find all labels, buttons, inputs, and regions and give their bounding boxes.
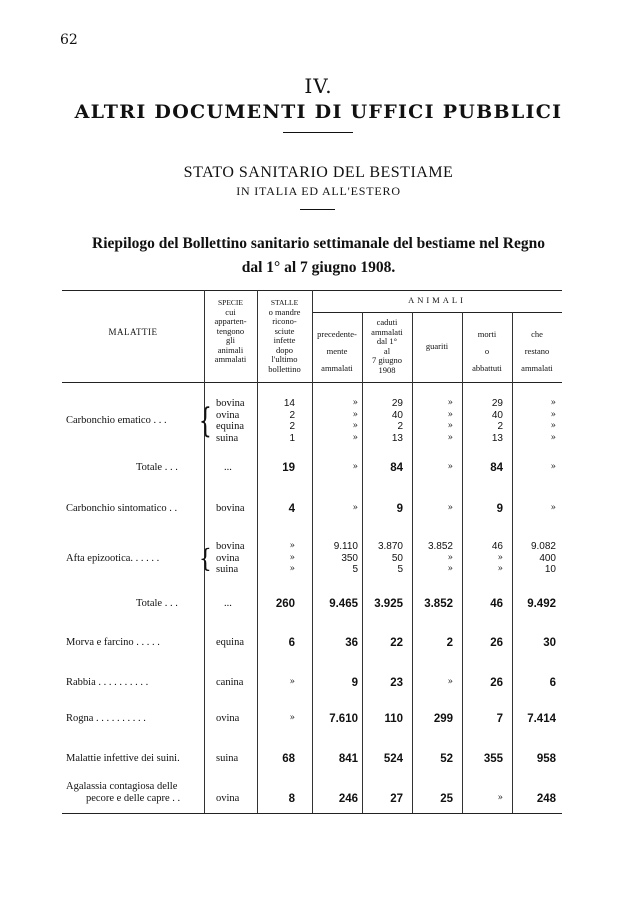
cell-guariti: » [447,421,453,431]
cell-guariti: » [447,677,453,687]
cell-prec: » [352,421,358,431]
cell-morti: 84 [490,462,503,474]
header-line: infette [273,335,296,345]
cell-restano: 7.414 [527,713,556,725]
header-line: al [383,345,391,356]
cell-stalle: 4 [288,503,295,515]
cell-prec: » [352,409,358,420]
cell-restano: 9.492 [527,598,556,610]
header-line: o [484,346,490,356]
header-line: caduti [376,317,398,327]
cell-restano: » [550,398,556,408]
cell-stalle: 19 [282,462,295,474]
document-subtitle: IN ITALIA ED ALL'ESTERO [236,184,401,198]
cell-restano: 6 [549,677,556,689]
cell-prec: 9 [351,677,358,689]
cell-morti: » [497,552,503,563]
species-cell: equina [216,421,244,432]
species-cell: canina [216,677,244,688]
cell-guariti: » [447,398,453,408]
header-line: sciute [274,325,295,336]
cell-prec: 9.110 [333,541,358,552]
cell-caduti: 13 [391,432,403,444]
cell-restano: 400 [539,552,556,564]
header-line: ammalati [321,363,353,373]
species-cell: suina [216,753,239,764]
cell-stalle: 14 [283,398,295,409]
cell-caduti: 27 [390,793,403,805]
table-caption-line2: dal 1° al 7 giugno 1908. [241,259,396,276]
header-line: ricono- [272,316,297,326]
cell-restano: 30 [543,637,556,649]
cell-stalle: 8 [288,793,295,805]
section-title: ALTRI DOCUMENTI DI UFFICI PUBBLICI [74,101,563,123]
cell-stalle: » [289,564,295,574]
chapter-number: IV. [304,74,333,98]
header-line: morti [477,329,497,339]
cell-guariti: 25 [440,793,453,805]
cell-stalle: 68 [282,753,295,765]
cell-stalle: 2 [289,409,295,421]
species-cell: bovina [216,503,245,514]
cell-caduti: 84 [390,462,403,474]
species-cell: bovina [216,541,245,552]
row-label: Afta epizootica. . . . . . [66,552,160,564]
cell-restano: » [550,432,556,443]
cell-guariti: » [447,409,453,420]
cell-prec: 5 [352,564,358,575]
cell-guariti: 52 [440,753,453,765]
cell-caduti: 9 [396,503,403,515]
cell-morti: 7 [496,713,503,725]
cell-caduti: 29 [391,398,403,409]
cell-morti: » [497,564,503,574]
header-line: l'ultimo [271,354,298,364]
cell-stalle: » [289,713,295,723]
cell-stalle: » [289,541,295,551]
cell-restano: 10 [544,564,556,575]
cell-prec: 350 [341,552,358,564]
table-caption-line1: Riepilogo del Bollettino sanitario settimanale del bestiame nel Regno [92,235,545,252]
cell-prec: 841 [338,753,358,765]
header-morti [462,326,512,377]
header-line: gli [226,335,235,345]
cell-guariti: » [447,432,453,443]
row-label: Totale . . . [136,462,178,473]
cell-stalle: » [289,552,295,563]
cell-morti: 13 [491,432,503,444]
cell-caduti: 3.870 [377,541,403,552]
header-line: abbattuti [472,363,502,373]
subtitle-rule [300,209,335,210]
cell-guariti: 2 [446,637,453,649]
row-label: Malattie infettive dei suini. [66,753,180,764]
species-cell: ... [224,598,232,609]
header-line: ammalati [521,363,553,373]
title-rule [283,132,353,133]
cell-morti: 26 [490,677,503,689]
animali-rule [312,312,562,313]
header-line: mente [326,346,348,356]
cell-prec: » [352,503,358,513]
row-label: Morva e farcino . . . . . [66,637,160,648]
header-line: STALLE [270,298,299,307]
header-line: apparten- [214,316,247,326]
cell-prec: 246 [338,793,358,805]
species-cell: ovina [216,552,240,564]
cell-morti: 40 [491,409,503,421]
cell-restano: 958 [536,753,556,765]
row-label: Carbonchio ematico . . . [66,415,167,427]
cell-stalle: 2 [289,421,295,432]
header-line: bollettino [268,363,301,374]
cell-morti: 46 [490,598,503,610]
cell-caduti: 2 [397,421,403,432]
species-cell: ... [224,462,232,473]
species-cell: suina [216,432,239,444]
header-animali: ANIMALI [408,295,466,305]
cell-morti: 46 [491,541,503,552]
header-line: ammalati [371,326,403,337]
cell-caduti: 22 [390,637,403,649]
cell-stalle: 1 [289,432,295,444]
header-line: dopo [276,344,293,355]
header-stalle [257,298,312,374]
species-cell: equina [216,637,244,648]
cell-guariti: » [447,462,453,472]
cell-prec: 36 [345,637,358,649]
header-malattie: MALATTIE [108,327,158,337]
row-label: Carbonchio sintomatico . . [66,503,178,514]
cell-guariti: » [447,503,453,513]
header-caduti [362,318,412,375]
cell-morti: 26 [490,637,503,649]
cell-restano: » [550,503,556,513]
header-line: SPECIE [217,298,243,307]
header-line: dal 1° [376,336,398,346]
cell-morti: 355 [483,753,503,765]
header-line: o mandre [268,306,301,317]
header-line: che [531,329,543,339]
cell-guariti: 299 [433,713,453,725]
header-restano [512,326,562,377]
cell-restano: 9.082 [530,541,556,552]
brace-icon: { [199,542,212,573]
cell-morti: 2 [497,421,503,432]
header-line: cui [225,306,236,317]
col-divider [462,312,463,813]
cell-restano: » [550,409,556,420]
header-line: 1908 [378,364,396,375]
header-precedentemente [312,326,362,377]
row-label: Rabbia . . . . . . . . . . [66,677,149,688]
cell-caduti: 40 [391,409,403,421]
brace-icon: { [199,400,212,441]
species-cell: ovina [216,713,240,724]
cell-stalle: 260 [275,598,295,610]
header-line: animali [217,344,244,355]
cell-prec: » [352,432,358,443]
cell-restano: » [550,421,556,431]
cell-guariti: » [447,564,453,574]
cell-caduti: 5 [397,564,403,575]
cell-morti: » [497,793,503,803]
table-caption [0,232,637,280]
species-cell: ovina [216,409,240,421]
cell-morti: 9 [496,503,503,515]
cell-guariti: » [447,552,453,563]
table-bottom-rule [62,813,562,814]
header-line: 7 giugno [372,355,402,365]
row-label: pecore e delle capre . . [86,793,181,804]
cell-restano: 248 [536,793,556,805]
cell-restano: » [550,462,556,472]
row-label: Totale . . . [136,598,178,609]
cell-prec: » [352,398,358,408]
header-line: tengono [216,325,245,336]
cell-prec: 7.610 [329,713,358,725]
cell-caduti: 3.925 [374,598,403,610]
cell-guariti: 3.852 [427,541,453,552]
cell-stalle: » [289,677,295,687]
cell-guariti: 3.852 [424,598,453,610]
document-title: STATO SANITARIO DEL BESTIAME [183,164,454,181]
cell-caduti: 110 [384,713,403,725]
species-cell: ovina [216,793,240,804]
species-cell: bovina [216,398,245,409]
header-line: ammalati [214,354,247,364]
header-specie [204,298,257,365]
header-line: precedente- [317,329,357,339]
species-cell: suina [216,564,239,575]
cell-caduti: 524 [383,753,403,765]
row-label: Agalassia contagiosa delle [66,781,178,792]
cell-morti: 29 [491,398,503,409]
col-divider [412,312,413,813]
row-label: Rogna . . . . . . . . . . [66,713,146,724]
cell-stalle: 6 [288,637,295,649]
cell-prec: » [352,462,358,472]
header-line: restano [524,346,550,356]
page-number: 62 [60,32,78,48]
cell-caduti: 23 [390,677,403,689]
cell-caduti: 50 [391,552,403,564]
header-guariti: guariti [425,341,449,351]
cell-prec: 9.465 [329,598,358,610]
